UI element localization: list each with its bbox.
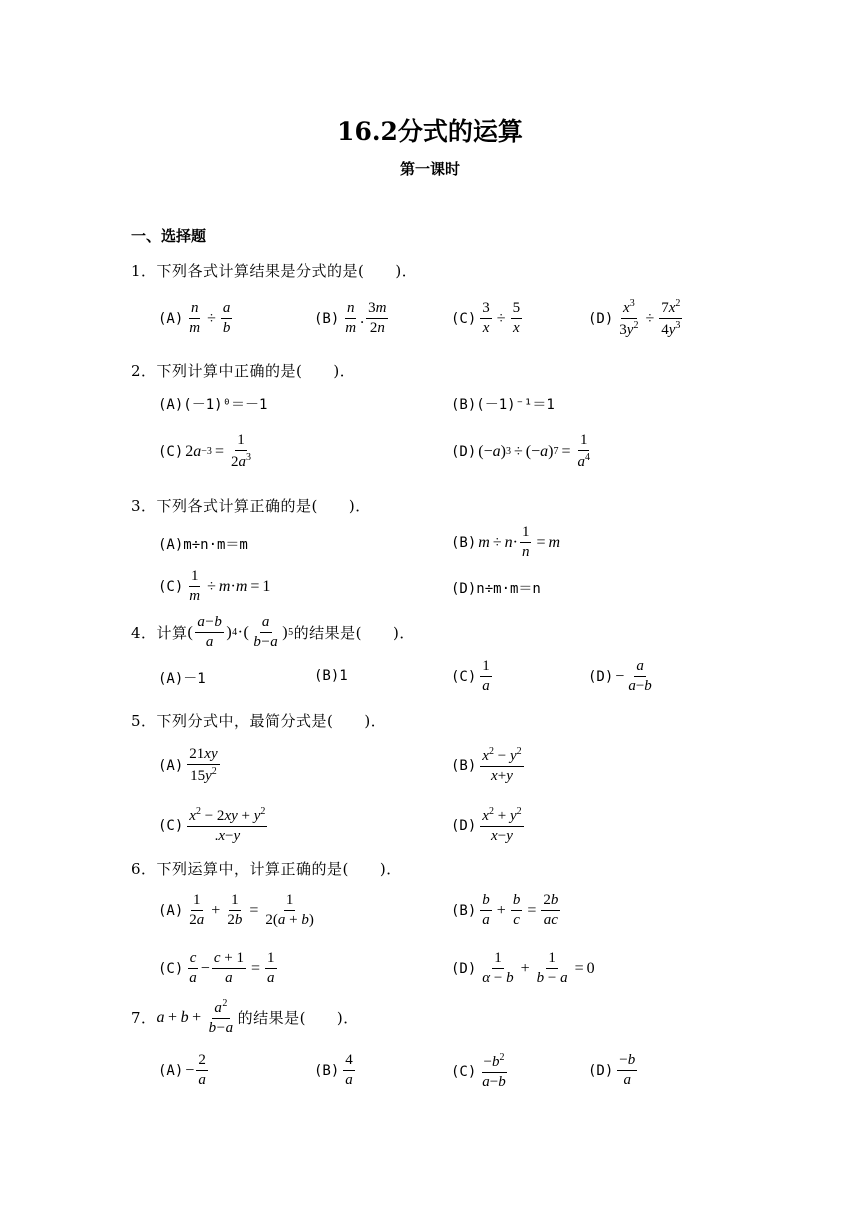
question-2-option-a bbox=[158, 394, 269, 414]
math-expression: $\frac{x^3}{3y^2}$ ÷ $\frac{7x^2}{4y^3}$ bbox=[619, 298, 681, 339]
option-label: (D) bbox=[588, 310, 614, 327]
option-label: (D) bbox=[451, 960, 477, 977]
option-label: (A) bbox=[158, 1062, 184, 1079]
math-expression: m ÷ n · $\frac{1}{n}$ = m bbox=[478, 524, 561, 561]
question-3-option-d bbox=[451, 578, 543, 598]
option-label: (B) bbox=[314, 1062, 340, 1079]
option-label: (A) bbox=[158, 310, 184, 327]
math-expression: $\frac{1}{\alpha - b}$ + $\frac{1}{b - a}$ = 0 bbox=[482, 950, 595, 987]
option-label: (D) bbox=[588, 1062, 614, 1079]
question-7-option-b bbox=[314, 1052, 357, 1090]
math-expression: $\frac{c}{a}$ − $\frac{c + 1}{a}$ = $\frac{1}{a}$ bbox=[189, 950, 275, 987]
question-1-option-b bbox=[314, 300, 390, 338]
question-7-option-d bbox=[588, 1052, 639, 1090]
math-expression: (− a ) 3 ÷ (− a ) 7 = $\frac{1}{a^4}$ bbox=[478, 432, 590, 471]
option-label: (D) bbox=[588, 668, 614, 685]
option-text: (B)(－1)⁻¹＝1 bbox=[451, 397, 555, 413]
question-1-option-c bbox=[451, 300, 524, 338]
page-title: 16.2分式的运算 bbox=[337, 117, 523, 146]
math-expression: $\frac{-b^2}{a-b}$ bbox=[482, 1052, 506, 1091]
question-5-option-d bbox=[451, 806, 526, 846]
question-6-option-c bbox=[158, 950, 279, 988]
question-5-option-b bbox=[451, 746, 526, 786]
math-expression: − $\frac{2}{a}$ bbox=[185, 1052, 206, 1089]
option-label: (A) bbox=[158, 902, 184, 919]
question-7-stem bbox=[131, 998, 359, 1038]
question-1-stem: 1．下列各式计算结果是分式的是( )． bbox=[131, 262, 418, 280]
option-text: (A)－1 bbox=[158, 671, 206, 687]
math-expression: $\frac{n}{m}$ . $\frac{3m}{2n}$ bbox=[345, 300, 387, 337]
option-label: (C) bbox=[451, 1063, 477, 1080]
option-label: (C) bbox=[158, 443, 184, 460]
question-1-option-a bbox=[158, 300, 234, 338]
math-expression: $\frac{b}{a}$ + $\frac{b}{c}$ = $\frac{2b}{ac}$ bbox=[482, 892, 559, 929]
question-5-stem: 5．下列分式中，最简分式是( )． bbox=[131, 712, 387, 730]
question-6-stem: 6．下列运算中，计算正确的是( )． bbox=[131, 860, 402, 878]
option-text: (A)(－1)⁰＝－1 bbox=[158, 397, 268, 413]
math-expression: $\frac{x^2 - y^2}{x+y}$ bbox=[482, 746, 522, 785]
question-5-option-a bbox=[158, 746, 222, 786]
question-6-option-a bbox=[158, 892, 318, 930]
question-6-option-b bbox=[451, 892, 562, 930]
option-label: (D) bbox=[451, 817, 477, 834]
stem-suffix: 的结果是( )． bbox=[237, 1009, 359, 1028]
question-7-option-c bbox=[451, 1052, 510, 1092]
option-label: (C) bbox=[158, 578, 184, 595]
section-heading: 一、选择题 bbox=[131, 227, 207, 245]
question-2-option-b bbox=[451, 394, 557, 414]
question-4-option-d bbox=[588, 658, 656, 696]
option-label: (B) bbox=[314, 310, 340, 327]
math-expression: $\frac{x^2 - 2xy + y^2}{.x-y}$ bbox=[189, 806, 266, 845]
question-2-stem: 2．下列计算中正确的是( )． bbox=[131, 362, 356, 380]
math-expression: ( $\frac{a-b}{a}$ ) 4 ·( $\frac{a}{b-a}$ ) 5 bbox=[187, 614, 294, 651]
math-expression: $\frac{1}{2a}$ + $\frac{1}{2b}$ = $\frac{1}{2(a + b)}$ bbox=[189, 892, 314, 929]
question-3-option-c bbox=[158, 568, 270, 606]
math-expression: − $\frac{a}{a-b}$ bbox=[615, 658, 652, 695]
math-expression: $\frac{3}{x}$ ÷ $\frac{5}{x}$ bbox=[482, 300, 521, 337]
math-expression: $\frac{n}{m}$ ÷ $\frac{a}{b}$ bbox=[189, 300, 231, 337]
math-expression: a + b + $\frac{a^2}{b-a}$ bbox=[156, 998, 234, 1037]
question-4-option-c bbox=[451, 658, 494, 696]
option-label: (C) bbox=[158, 817, 184, 834]
option-label: (B) bbox=[451, 534, 477, 551]
math-expression: $\frac{1}{m}$ ÷ m · m = 1 bbox=[189, 568, 271, 605]
option-text: (A)m÷n·m＝m bbox=[158, 537, 248, 553]
math-expression: $\frac{x^2 + y^2}{x-y}$ bbox=[482, 806, 522, 845]
stem-suffix: 的结果是( )． bbox=[293, 624, 415, 643]
question-5-option-c bbox=[158, 806, 269, 846]
stem-number: 7． bbox=[131, 1009, 157, 1028]
math-expression: 2 a −3 = $\frac{1}{2a^3}$ bbox=[185, 432, 251, 471]
math-expression: $\frac{21xy}{15y^2}$ bbox=[189, 746, 218, 785]
question-3-stem: 3．下列各式计算正确的是( )． bbox=[131, 497, 371, 515]
math-expression: $\frac{1}{a}$ bbox=[482, 658, 490, 695]
option-label: (B) bbox=[451, 757, 477, 774]
option-label: (C) bbox=[451, 310, 477, 327]
math-expression: $\frac{4}{a}$ bbox=[345, 1052, 353, 1089]
question-6-option-d bbox=[451, 950, 595, 988]
question-7-option-a bbox=[158, 1052, 210, 1090]
page-subtitle: 第一课时 bbox=[399, 160, 460, 178]
option-label: (C) bbox=[158, 960, 184, 977]
option-label: (B) bbox=[451, 902, 477, 919]
math-expression: $\frac{-b}{a}$ bbox=[619, 1052, 636, 1089]
option-label: (C) bbox=[451, 668, 477, 685]
option-text: (D)n÷m·m＝n bbox=[451, 581, 541, 597]
option-text: (B)1 bbox=[314, 668, 348, 684]
question-1-option-d bbox=[588, 298, 684, 340]
question-4-option-b bbox=[314, 668, 350, 684]
question-4-option-a bbox=[158, 668, 208, 688]
question-3-option-a bbox=[158, 534, 250, 554]
question-2-option-d bbox=[451, 432, 594, 472]
stem-prefix: 4．计算 bbox=[131, 624, 188, 643]
question-2-option-c bbox=[158, 432, 255, 472]
option-label: (A) bbox=[158, 757, 184, 774]
question-4-stem bbox=[131, 614, 415, 652]
question-3-option-b bbox=[451, 524, 560, 562]
option-label: (D) bbox=[451, 443, 477, 460]
